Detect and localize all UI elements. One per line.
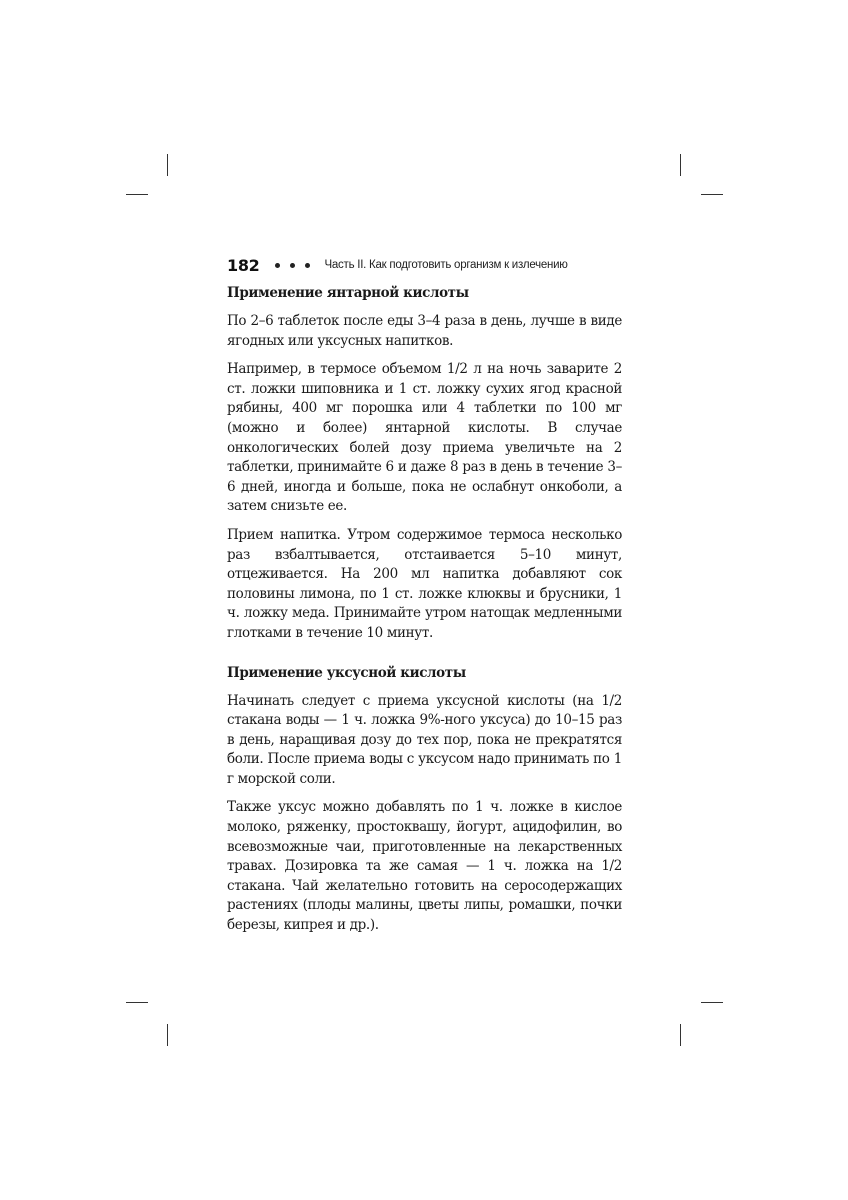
paragraph: Прием напитка. Утром содержимое термоса несколько раз взбалтывается, отстаивается 5–10 минут, отцеживается. На 200 мл напитка добавляют сок половины лимона, по 1 ст. ложке клюквы и брусники, 1 ч. ложку меда. Принимайте утром натощак медленными глотками в течение 10 минут. [227, 526, 622, 641]
paragraph: Также уксус можно добавлять по 1 ч. ложке в кислое молоко, ряженку, простоквашу, йогурт, ацидофилин, во всевозможные чаи, приготовленные на лекарственных травах. Дозировка та же самая — 1 ч. ложка на 1/2 стакана. Чай желательно готовить на серосодержащих растениях (плоды малины, цветы липы, ромашки, почки березы, кипрея и др.). [227, 799, 622, 934]
paragraph: По 2–6 таблеток после еды 3–4 раза в день, лучше в виде ягодных или уксусных напитков. [227, 313, 622, 349]
page-number: 182 [227, 255, 260, 275]
running-head: Часть II. Как подготовить организм к излечению [324, 259, 568, 271]
paragraph: Начинать следует с приема уксусной кислоты (на 1/2 стакана воды — 1 ч. ложка 9%-ного уксуса) до 10–15 раз в день, наращивая дозу до тех пор, пока не прекратятся боли. После приема воды с уксусом надо принимать по 1 г морской соли. [227, 692, 622, 787]
crop-mark-top-right-horizontal [701, 194, 723, 195]
crop-mark-bottom-right-horizontal [701, 1002, 723, 1003]
crop-mark-bottom-left-vertical [167, 1024, 168, 1046]
paragraph: Например, в термосе объемом 1/2 л на ночь заварите 2 ст. ложки шиповника и 1 ст. ложку сухих ягод красной рябины, 400 мг порошка или 4 таблетки по 100 мг (можно и более) янтарной кислоты. В случае онкологических болей дозу приема увеличьте на 2 таблетки, принимайте 6 и даже 8 раз в день в течение 3–6 дней, иногда и больше, пока не ослабнут онкоболи, а затем снизьте ее. [227, 361, 622, 515]
crop-mark-top-right-vertical [680, 154, 681, 176]
header-dot [275, 263, 280, 268]
crop-mark-top-left-vertical [167, 154, 168, 176]
section-heading-acetic-acid: Применение уксусной кислоты [227, 664, 466, 681]
crop-mark-top-left-horizontal [126, 194, 148, 195]
page-header [227, 253, 627, 277]
header-dot [305, 263, 310, 268]
page-body [227, 283, 622, 936]
section-heading-succinic-acid: Применение янтарной кислоты [227, 285, 469, 301]
header-dot [290, 263, 295, 268]
crop-mark-bottom-right-vertical [680, 1024, 681, 1046]
crop-mark-bottom-left-horizontal [126, 1002, 148, 1003]
header-dots [270, 263, 315, 268]
